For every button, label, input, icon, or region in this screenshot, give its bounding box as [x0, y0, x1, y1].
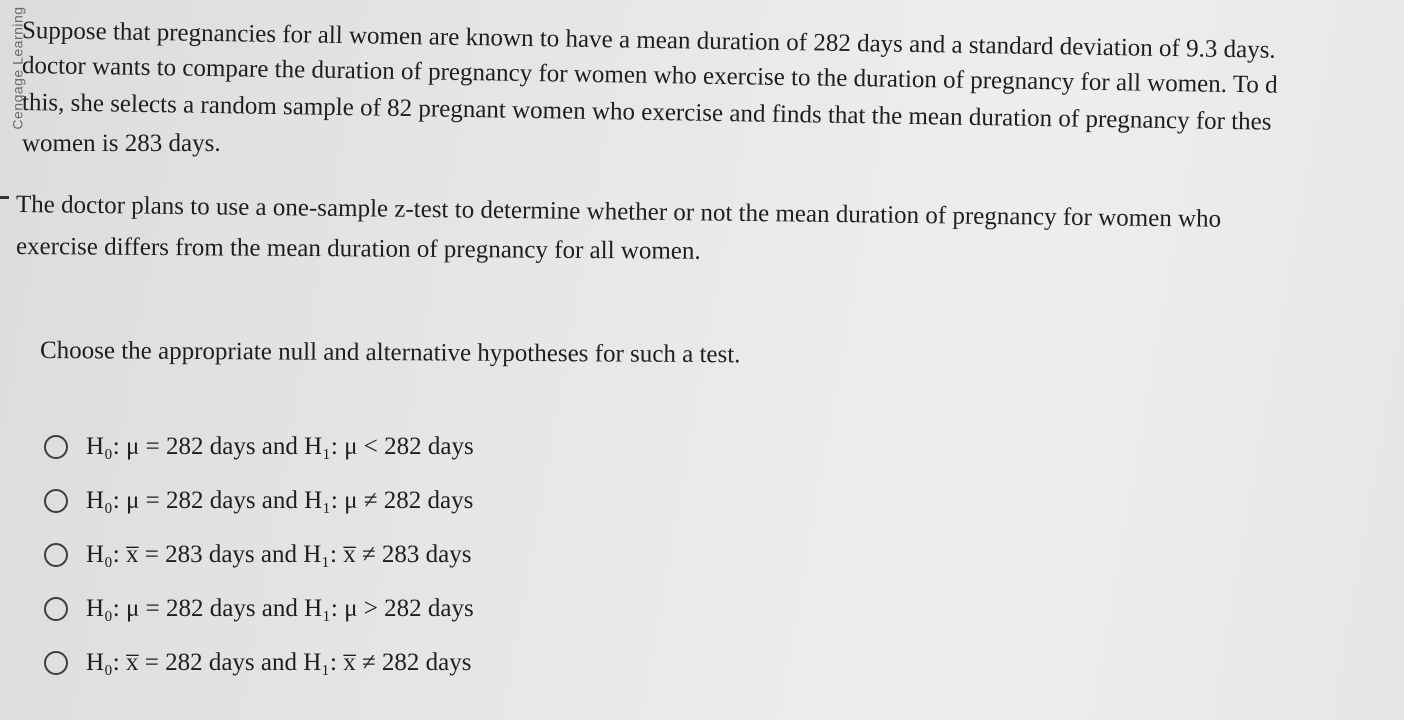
test-description-line-1: The doctor plans to use a one-sample z-test to determine whether or not the mean duration of pregnancy for women who [15, 191, 1222, 233]
side-brand-text: Cengage Learning [9, 6, 26, 130]
question-prompt: Choose the appropriate null and alternative hypotheses for such a test. [39, 337, 741, 369]
answer-option-label: H₀: μ = 282 days and H₁: μ ≠ 282 days [86, 487, 474, 514]
answer-option-3[interactable] [44, 528, 474, 582]
radio-button-icon[interactable] [44, 651, 68, 675]
answer-option-2[interactable] [44, 474, 474, 528]
paragraph-marker [0, 196, 9, 199]
problem-line-1: Suppose that pregnancies for all women are known to have a mean duration of 282 days and a standard deviation of 9.3 days. [21, 17, 1276, 64]
answer-option-label: H₀: μ = 282 days and H₁: μ < 282 days [86, 433, 474, 460]
answer-option-label: H₀: x̅ = 282 days and H₁: x̅ ≠ 282 days [86, 649, 472, 676]
radio-button-icon[interactable] [44, 597, 68, 621]
radio-button-icon[interactable] [44, 435, 68, 459]
problem-line-2: doctor wants to compare the duration of pregnancy for women who exercise to the duration of pregnancy for all women. To d [21, 52, 1278, 99]
answer-option-label: H₀: x̅ = 283 days and H₁: x̅ ≠ 283 days [86, 541, 472, 568]
answer-option-1[interactable] [44, 420, 474, 474]
side-brand-label [0, 0, 26, 150]
answer-options [44, 420, 474, 690]
problem-line-3: this, she selects a random sample of 82 pregnant women who exercise and finds that the mean duration of pregnancy for thes [21, 89, 1272, 136]
radio-button-icon[interactable] [44, 543, 68, 567]
answer-option-label: H₀: μ = 282 days and H₁: μ > 282 days [86, 595, 474, 622]
problem-line-4: women is 283 days. [22, 130, 221, 157]
answer-option-4[interactable] [44, 582, 474, 636]
answer-option-5[interactable] [44, 636, 474, 690]
radio-button-icon[interactable] [44, 489, 68, 513]
test-description-line-2: exercise differs from the mean duration of pregnancy for all women. [15, 233, 701, 265]
